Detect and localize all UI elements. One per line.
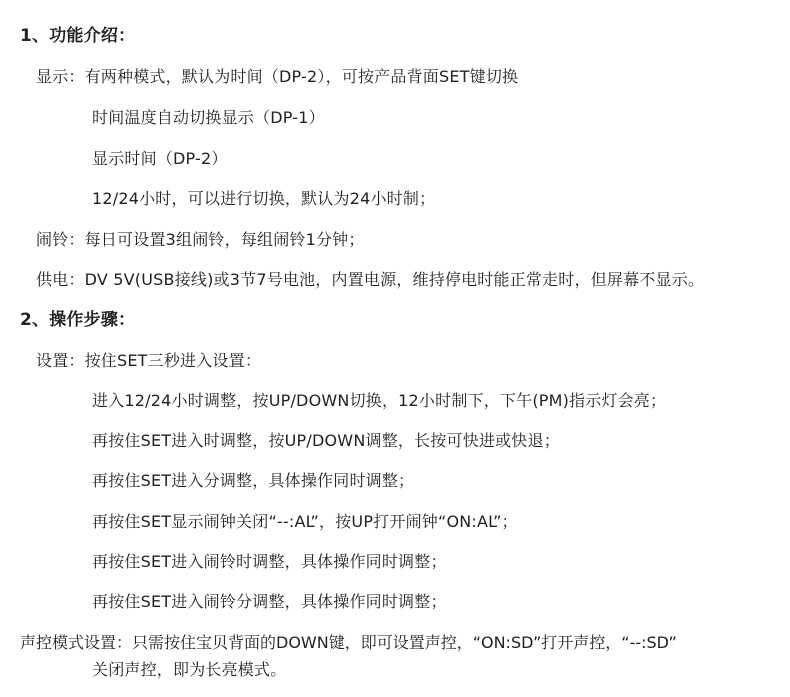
display-mode-1: 时间温度自动切换显示（DP-1） (92, 108, 325, 127)
section1-heading: 1、功能介绍： (20, 26, 136, 46)
sound-control-line-2: 关闭声控，即为长亮模式。 (92, 660, 287, 679)
power-row (36, 269, 704, 291)
display-row (36, 66, 518, 88)
step-4: 再按住SET显示闹钟关闭“--:AL”，按UP打开闹钟“ON:AL”； (92, 512, 518, 531)
alarm-label: 闹铃： (36, 230, 85, 249)
step-6: 再按住SET进入闹铃分调整，具体操作同时调整； (92, 592, 447, 611)
power-text: DV 5V(USB接线)或3节7号电池，内置电源，维持停电时能正常走时，但屏幕不显示。 (84, 270, 705, 289)
power-label: 供电： (36, 270, 85, 289)
display-mode-2: 显示时间（DP-2） (92, 149, 228, 168)
display-label: 显示： (36, 67, 85, 86)
alarm-row (36, 229, 365, 251)
sound-control-line-1: 声控模式设置：只需按住宝贝背面的DOWN键，即可设置声控，“ON:SD”打开声控，“--:SD” (20, 633, 677, 652)
settings-row (36, 350, 261, 372)
settings-label: 设置： (36, 351, 85, 370)
display-text: 有两种模式，默认为时间（DP-2），可按产品背面SET键切换 (84, 67, 519, 86)
section2-heading: 2、操作步骤： (20, 310, 136, 330)
step-5: 再按住SET进入闹铃时调整，具体操作同时调整； (92, 552, 447, 571)
step-2: 再按住SET进入时调整，按UP/DOWN调整，长按可快进或快退； (92, 431, 560, 450)
settings-text: 按住SET三秒进入设置： (84, 351, 262, 370)
display-mode-3: 12/24小时，可以进行切换，默认为24小时制； (92, 189, 436, 208)
step-3: 再按住SET进入分调整，具体操作同时调整； (92, 471, 415, 490)
alarm-text: 每日可设置3组闹铃，每组闹铃1分钟； (84, 230, 365, 249)
step-1: 进入12/24小时调整，按UP/DOWN切换，12小时制下，下午(PM)指示灯会亮； (92, 391, 667, 410)
